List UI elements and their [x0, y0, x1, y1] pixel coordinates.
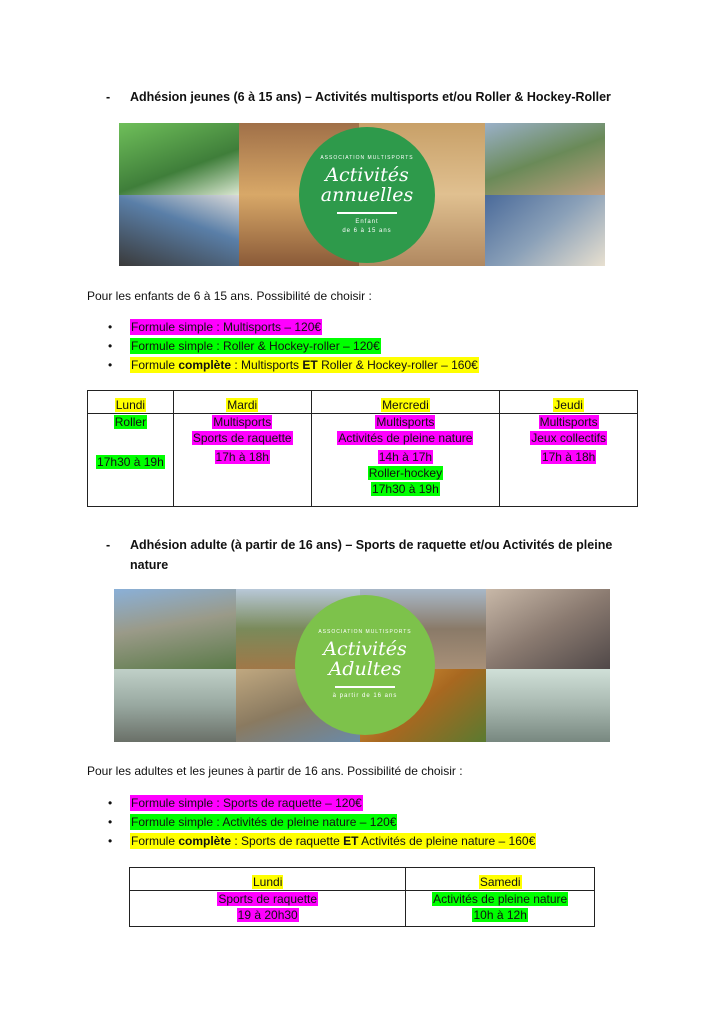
adult-schedule-table	[129, 867, 595, 927]
youth-option-3: Formule complète : Multisports ET Roller & Hockey-roller – 160€	[131, 358, 478, 372]
cell-lundi	[88, 414, 174, 507]
table-row	[88, 414, 638, 507]
heading-dash: -	[106, 90, 111, 104]
photo-gym-players	[486, 669, 610, 742]
badge-assoc-text: ASSOCIATION MULTISPORTS	[320, 154, 414, 161]
header-samedi: Samedi	[406, 868, 595, 891]
bullet-icon: •	[108, 834, 113, 848]
photo-sports-hall	[114, 669, 236, 742]
cell-jeudi	[500, 414, 638, 507]
badge-title-1: Activités	[325, 163, 409, 186]
cell-mardi	[173, 414, 311, 507]
jeudi-time: 17h à 18h	[541, 450, 596, 464]
adult-banner-image	[114, 589, 610, 742]
photo-rock-peak	[114, 589, 236, 669]
cell-mercredi	[311, 414, 500, 507]
youth-option-2: Formule simple : Roller & Hockey-roller – 120€	[131, 339, 380, 353]
jeudi-activity-1: Multisports	[539, 415, 598, 429]
samedi-time: 10h à 12h	[473, 908, 527, 922]
lundi-time: 17h30 à 19h	[97, 455, 164, 469]
mardi-activity-2: Sports de raquette	[192, 431, 292, 445]
adult-banner-badge	[295, 595, 435, 735]
photo-landscape	[485, 123, 605, 195]
bullet-icon: •	[108, 815, 113, 829]
adult-option-3: Formule complète : Sports de raquette ET Activités de pleine nature – 160€	[131, 834, 536, 848]
header-lundi: Lundi	[130, 868, 406, 891]
youth-option-1: Formule simple : Multisports – 120€	[131, 320, 322, 334]
badge-sub-2: de 6 à 15 ans	[342, 227, 392, 234]
lundi-activity: Roller	[114, 415, 147, 429]
youth-intro: Pour les enfants de 6 à 15 ans. Possibilité de choisir :	[87, 289, 372, 303]
photo-badminton-racket	[486, 589, 610, 669]
bullet-icon: •	[108, 358, 113, 372]
bullet-icon: •	[108, 796, 113, 810]
cell-samedi	[406, 891, 595, 927]
bullet-icon: •	[108, 339, 113, 353]
header-lundi: Lundi	[88, 391, 174, 414]
youth-banner-image	[119, 123, 605, 266]
badge-sub-1: à partir de 16 ans	[332, 693, 398, 699]
badge-divider	[335, 686, 395, 688]
header-jeudi: Jeudi	[500, 391, 638, 414]
adult-heading-text: Adhésion adulte (à partir de 16 ans) – Sports de raquette et/ou Activités de pleine nature	[130, 538, 613, 572]
badge-title-1: Activités	[323, 638, 407, 660]
table-row	[130, 868, 595, 891]
cell-lundi	[130, 891, 406, 927]
jeudi-activity-2: Jeux collectifs	[531, 431, 606, 445]
badge-sub-1: Enfant	[355, 218, 379, 225]
lundi-activity: Sports de raquette	[218, 892, 318, 906]
table-row	[130, 891, 595, 927]
youth-heading-text: Adhésion jeunes (6 à 15 ans) – Activités multisports et/ou Roller & Hockey-Roller	[130, 90, 611, 104]
lundi-time: 19 à 20h30	[237, 908, 298, 922]
youth-banner-badge	[299, 127, 435, 263]
mercredi-activity-2: Activités de pleine nature	[338, 431, 473, 445]
photo-archery	[485, 195, 605, 266]
bullet-icon: •	[108, 320, 113, 334]
header-mardi: Mardi	[173, 391, 311, 414]
badge-assoc-text: ASSOCIATION MULTISPORTS	[318, 629, 412, 635]
mercredi-time-1: 14h à 17h	[378, 450, 433, 464]
youth-schedule-table	[87, 390, 638, 507]
heading-dash: -	[106, 538, 111, 552]
header-mercredi: Mercredi	[311, 391, 500, 414]
adult-option-2: Formule simple : Activités de pleine nature – 120€	[131, 815, 397, 829]
adult-option-1: Formule simple : Sports de raquette – 120€	[131, 796, 362, 810]
mardi-time: 17h à 18h	[215, 450, 269, 464]
adult-intro: Pour les adultes et les jeunes à partir de 16 ans. Possibilité de choisir :	[87, 764, 463, 778]
mercredi-time-2: 17h30 à 19h	[372, 482, 439, 496]
mercredi-activity-1: Multisports	[376, 415, 435, 429]
mercredi-activity-3: Roller-hockey	[368, 466, 443, 480]
samedi-activity: Activités de pleine nature	[433, 892, 568, 906]
mardi-activity-1: Multisports	[213, 415, 272, 429]
photo-group-kids	[119, 195, 239, 266]
table-row	[88, 391, 638, 414]
badge-divider	[337, 212, 397, 214]
badge-title-2: Adultes	[328, 658, 402, 680]
photo-kids-cheering	[119, 123, 239, 195]
badge-title-2: annuelles	[320, 183, 414, 206]
